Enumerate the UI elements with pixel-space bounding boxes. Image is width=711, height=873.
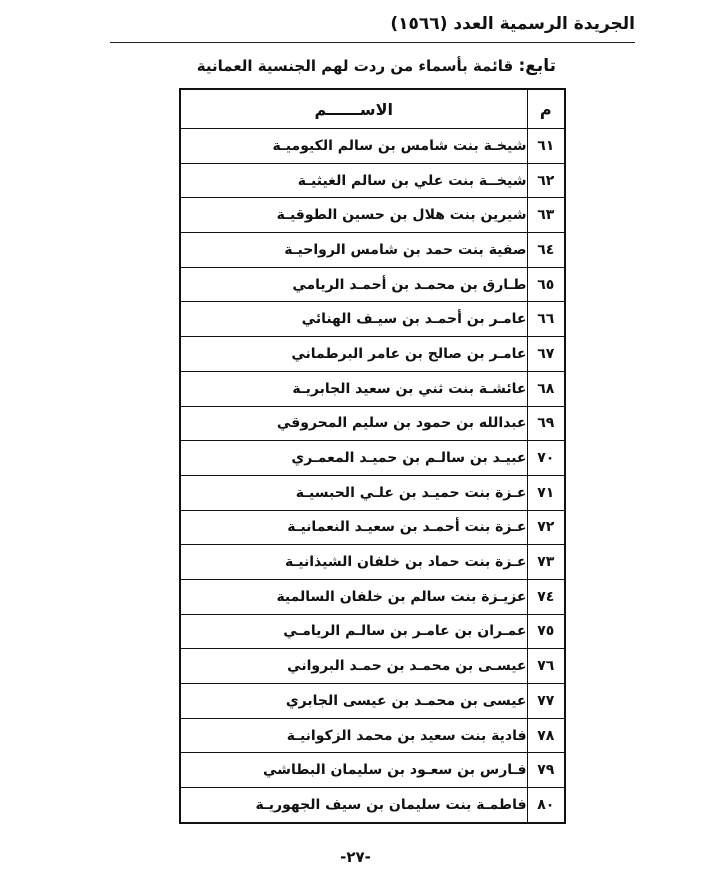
- subtitle-lead: تابع:: [518, 56, 556, 76]
- row-name: شيخــة بنت علي بن سالم الغيثيـة: [180, 163, 527, 198]
- list-subtitle: [180, 56, 556, 76]
- table-row: [180, 649, 565, 684]
- row-name: عمـران بن عامـر بن سالـم الريامـي: [180, 614, 527, 649]
- gazette-title: الجريدة الرسمية العدد (١٥٦٦): [390, 14, 635, 34]
- row-number: ٧٤: [527, 579, 565, 614]
- table-row: [180, 614, 565, 649]
- table-row: [180, 371, 565, 406]
- row-name: عزيـزة بنت سالم بن خلفان السالمية: [180, 579, 527, 614]
- table-row: [180, 337, 565, 372]
- row-number: ٦١: [527, 129, 565, 164]
- table-row: [180, 579, 565, 614]
- table-row: [180, 302, 565, 337]
- row-number: ٧٠: [527, 441, 565, 476]
- row-name: شيخـة بنت شامس بن سالم الكيوميـة: [180, 129, 527, 164]
- row-number: ٧٢: [527, 510, 565, 545]
- table-row: [180, 267, 565, 302]
- row-name: طـارق بن محمـد بن أحمـد الريامي: [180, 267, 527, 302]
- row-number: ٦٦: [527, 302, 565, 337]
- row-number: ٦٥: [527, 267, 565, 302]
- row-name: صفية بنت حمد بن شامس الرواحيـة: [180, 233, 527, 268]
- row-name: فادية بنت سعيد بن محمد الزكوانيـة: [180, 718, 527, 753]
- row-name: عـزة بنت حميـد بن علـي الحبسيـة: [180, 475, 527, 510]
- row-number: ٧٥: [527, 614, 565, 649]
- row-name: فاطمـة بنت سليمان بن سيف الجهوريـة: [180, 788, 527, 823]
- table-row: [180, 163, 565, 198]
- table-row: [180, 545, 565, 580]
- column-header-name: الاســــــم: [180, 89, 527, 129]
- table-row: [180, 718, 565, 753]
- row-number: ٧١: [527, 475, 565, 510]
- row-name: عيسـى بن محمـد بن حمـد البرواني: [180, 649, 527, 684]
- row-number: ٦٤: [527, 233, 565, 268]
- table-row: [180, 198, 565, 233]
- table-row: [180, 788, 565, 823]
- table-row: [180, 753, 565, 788]
- row-number: ٦٩: [527, 406, 565, 441]
- table-header-row: [180, 89, 565, 129]
- row-name: عامـر بن أحمـد بن سيـف الهنائي: [180, 302, 527, 337]
- row-number: ٧٨: [527, 718, 565, 753]
- table-row: [180, 129, 565, 164]
- row-name: عيسى بن محمـد بن عيسى الجابري: [180, 684, 527, 719]
- row-number: ٦٧: [527, 337, 565, 372]
- row-name: عـزة بنت أحمـد بن سعيـد النعمانيـة: [180, 510, 527, 545]
- row-name: عبدالله بن حمود بن سليم المحروقي: [180, 406, 527, 441]
- names-table: [179, 88, 566, 824]
- row-name: شيرين بنت هلال بن حسين الطوقيـة: [180, 198, 527, 233]
- page-header: [110, 10, 635, 43]
- row-number: ٦٣: [527, 198, 565, 233]
- table-row: [180, 475, 565, 510]
- row-name: عامـر بن صالح بن عامر البرطماني: [180, 337, 527, 372]
- row-name: عـزة بنت حماد بن خلفان الشيذانيـة: [180, 545, 527, 580]
- page-number: -٢٧-: [340, 848, 371, 866]
- table-row: [180, 684, 565, 719]
- row-number: ٧٩: [527, 753, 565, 788]
- table-row: [180, 510, 565, 545]
- row-number: ٦٢: [527, 163, 565, 198]
- row-number: ٧٧: [527, 684, 565, 719]
- subtitle-text: قائمة بأسماء من ردت لهم الجنسية العمانية: [196, 57, 519, 75]
- column-header-number: م: [527, 89, 565, 129]
- table-row: [180, 441, 565, 476]
- row-name: عبيـد بن سالـم بن حميـد المعمـري: [180, 441, 527, 476]
- row-name: عائشـة بنت ثني بن سعيد الجابريـة: [180, 371, 527, 406]
- row-number: ٨٠: [527, 788, 565, 823]
- table-row: [180, 233, 565, 268]
- row-number: ٧٣: [527, 545, 565, 580]
- table-row: [180, 406, 565, 441]
- row-number: ٧٦: [527, 649, 565, 684]
- row-number: ٦٨: [527, 371, 565, 406]
- row-name: فـارس بن سعـود بن سليمان البطاشي: [180, 753, 527, 788]
